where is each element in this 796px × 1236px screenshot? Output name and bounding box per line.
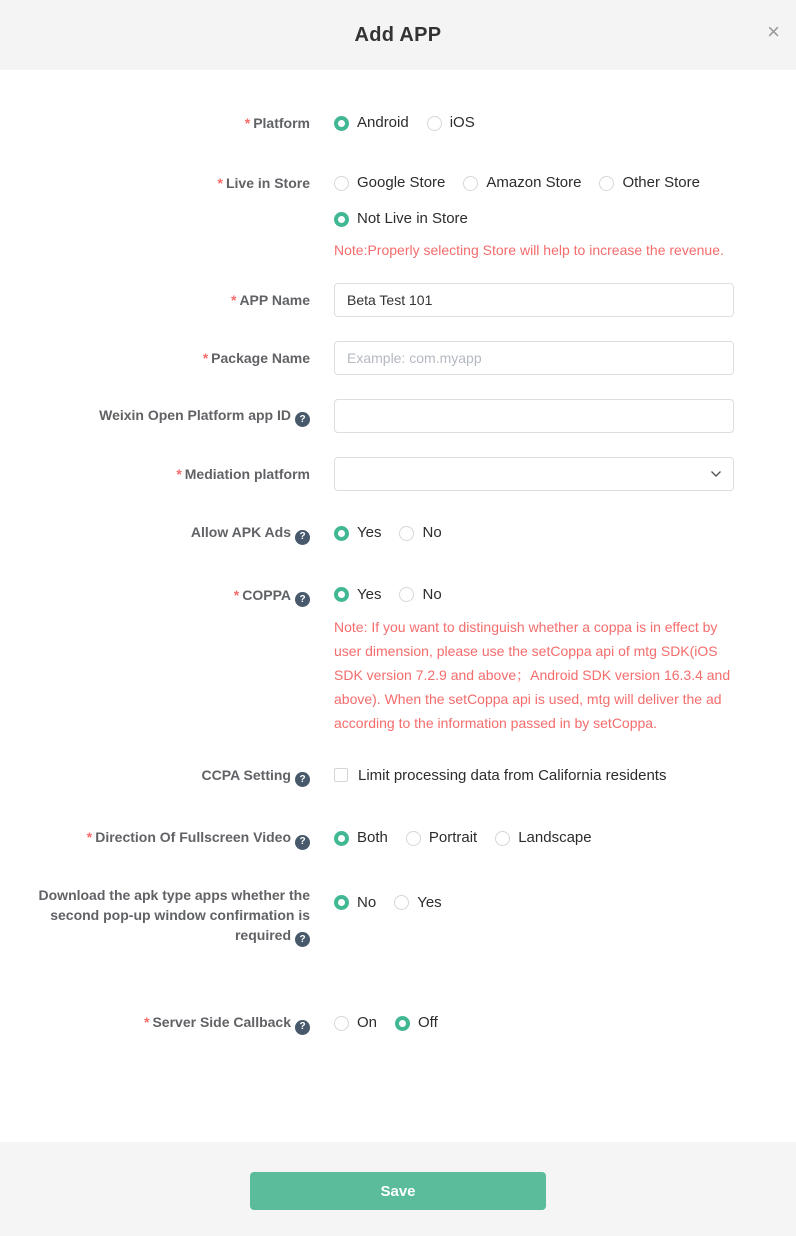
- help-icon[interactable]: ?: [295, 1020, 310, 1035]
- direction-label: * Direction Of Fullscreen Video ?: [0, 827, 310, 850]
- radio-selected-icon: [395, 1016, 410, 1031]
- radio-not-live-in-store[interactable]: Not Live in Store: [334, 209, 468, 229]
- help-icon[interactable]: ?: [295, 932, 310, 947]
- save-button[interactable]: Save: [250, 1172, 546, 1210]
- coppa-note: Note: If you want to distinguish whether a coppa is in effect by user dimension, please use the setCoppa api of mtg SDK(iOS SDK version 7.2.9 and above；Android SDK version 16.3.4 and above). When the setCoppa api is used, mtg will deliver the ad according to the information passed in by setCoppa.: [334, 618, 731, 731]
- radio-apk-ads-no[interactable]: No: [399, 523, 441, 543]
- radio-coppa-no[interactable]: No: [399, 585, 441, 605]
- radio-unselected-icon: [495, 831, 510, 846]
- required-marker: *: [86, 829, 93, 845]
- radio-selected-icon: [334, 116, 349, 131]
- dialog-footer: [0, 1142, 796, 1236]
- platform-label: * Platform: [244, 115, 310, 131]
- field-row-allow-apk-ads: [0, 522, 796, 545]
- radio-unselected-icon: [334, 1016, 349, 1031]
- field-row-platform: [0, 113, 796, 133]
- radio-direction-landscape[interactable]: Landscape: [495, 828, 591, 848]
- help-icon[interactable]: ?: [295, 835, 310, 850]
- radio-selected-icon: [334, 587, 349, 602]
- weixin-app-id-label: Weixin Open Platform app ID ?: [0, 405, 310, 428]
- radio-direction-portrait[interactable]: Portrait: [406, 828, 477, 848]
- field-row-mediation-platform: [0, 457, 796, 491]
- radio-selected-icon: [334, 526, 349, 541]
- field-row-apk-second-popup: [0, 885, 796, 948]
- dialog-header: [0, 0, 796, 70]
- store-options-line1: [334, 173, 734, 193]
- radio-apk-ads-yes[interactable]: Yes: [334, 523, 381, 543]
- coppa-label: * COPPA ?: [0, 585, 310, 608]
- chevron-down-icon: [710, 470, 722, 478]
- help-icon[interactable]: ?: [295, 772, 310, 787]
- close-icon[interactable]: ×: [767, 19, 780, 44]
- required-marker: *: [144, 1014, 150, 1030]
- field-row-ccpa-setting: [0, 765, 796, 788]
- live-in-store-options: [334, 173, 734, 263]
- live-in-store-label: * Live in Store: [217, 175, 310, 191]
- required-marker: *: [176, 466, 182, 482]
- store-options-line2: [334, 209, 734, 229]
- package-name-label: * Package Name: [202, 350, 310, 366]
- radio-other-store[interactable]: Other Store: [599, 173, 700, 193]
- store-note: Note:Properly selecting Store will help to increase the revenue.: [334, 242, 724, 258]
- checkbox-unchecked-icon[interactable]: [334, 768, 348, 782]
- package-name-input[interactable]: [334, 341, 734, 375]
- radio-unselected-icon: [394, 895, 409, 910]
- radio-selected-icon: [334, 895, 349, 910]
- radio-unselected-icon: [406, 831, 421, 846]
- required-marker: *: [233, 586, 240, 603]
- field-row-app-name: [0, 283, 796, 317]
- field-row-weixin-app-id: [0, 399, 796, 433]
- platform-options: [334, 113, 734, 133]
- radio-selected-icon: [334, 831, 349, 846]
- mediation-platform-label: * Mediation platform: [176, 466, 310, 482]
- radio-unselected-icon: [399, 587, 414, 602]
- field-row-direction-fullscreen-video: [0, 827, 796, 850]
- add-app-form: [0, 70, 796, 1035]
- radio-unselected-icon: [463, 176, 478, 191]
- radio-ios[interactable]: iOS: [427, 113, 475, 133]
- help-icon[interactable]: ?: [295, 530, 310, 545]
- apk-second-popup-options: [334, 885, 734, 913]
- radio-unselected-icon: [599, 176, 614, 191]
- allow-apk-ads-label: Allow APK Ads ?: [0, 522, 310, 545]
- required-marker: *: [217, 175, 223, 191]
- app-name-label: * APP Name: [230, 292, 310, 308]
- ccpa-checkbox-row[interactable]: [334, 767, 666, 784]
- required-marker: *: [202, 350, 209, 366]
- radio-popup-no[interactable]: No: [334, 893, 376, 913]
- radio-unselected-icon: [427, 116, 442, 131]
- radio-direction-both[interactable]: Both: [334, 828, 388, 848]
- radio-android[interactable]: Android: [334, 113, 409, 133]
- required-marker: *: [244, 115, 251, 131]
- radio-google-store[interactable]: Google Store: [334, 173, 445, 193]
- coppa-options: [334, 585, 734, 605]
- radio-amazon-store[interactable]: Amazon Store: [463, 173, 581, 193]
- radio-unselected-icon: [399, 526, 414, 541]
- server-side-callback-label: * Server Side Callback ?: [0, 1012, 310, 1035]
- required-marker: *: [230, 292, 237, 308]
- radio-callback-off[interactable]: Off: [395, 1013, 438, 1033]
- mediation-platform-select[interactable]: [334, 457, 734, 491]
- dialog-title: Add APP: [354, 23, 442, 46]
- field-row-server-side-callback: [0, 1012, 796, 1035]
- field-row-package-name: [0, 341, 796, 375]
- apk-second-popup-label: Download the apk type apps whether the second pop-up window confirmation is required ?: [0, 885, 310, 948]
- server-side-callback-options: [334, 1013, 734, 1033]
- ccpa-checkbox-label: Limit processing data from California residents: [358, 766, 667, 784]
- radio-selected-icon: [334, 212, 349, 227]
- ccpa-setting-label: CCPA Setting ?: [0, 765, 310, 788]
- radio-unselected-icon: [334, 176, 349, 191]
- allow-apk-ads-options: [334, 523, 734, 543]
- help-icon[interactable]: ?: [295, 592, 310, 607]
- direction-options: [334, 828, 734, 848]
- radio-coppa-yes[interactable]: Yes: [334, 585, 381, 605]
- weixin-app-id-input[interactable]: [334, 399, 734, 433]
- help-icon[interactable]: ?: [295, 412, 310, 427]
- radio-popup-yes[interactable]: Yes: [394, 893, 441, 913]
- field-row-coppa: [0, 585, 796, 735]
- field-row-live-in-store: [0, 173, 796, 263]
- app-name-input[interactable]: [334, 283, 734, 317]
- radio-callback-on[interactable]: On: [334, 1013, 377, 1033]
